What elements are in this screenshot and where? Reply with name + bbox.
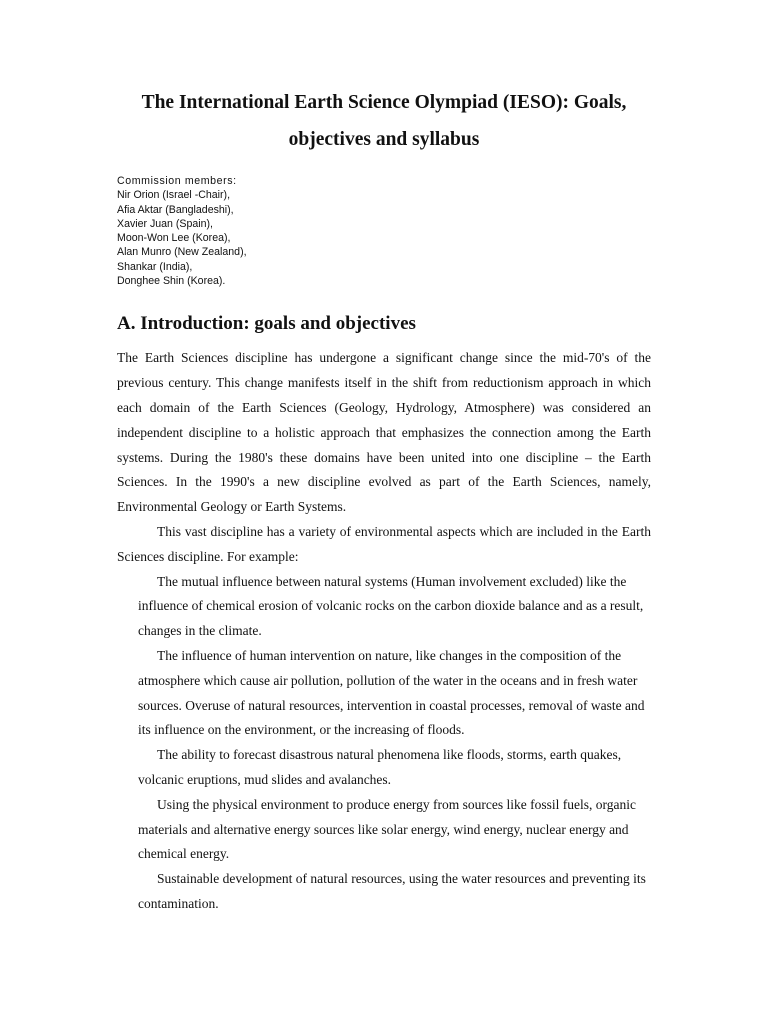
commission-member: Alan Munro (New Zealand),: [117, 246, 247, 259]
example-item: The ability to forecast disastrous natural phenomena like floods, storms, earth quakes, volcanic eruptions, mud slides and avalanches.: [138, 747, 622, 787]
commission-members: [117, 174, 651, 288]
commission-member: Xavier Juan (Spain),: [117, 217, 213, 230]
commission-member: Afia Aktar (Bangladeshi),: [117, 203, 234, 216]
example-item: Sustainable development of natural resources, using the water resources and preventing its contamination.: [138, 871, 646, 911]
example-item: The mutual influence between natural systems (Human involvement excluded) like the influence of chemical erosion of volcanic rocks on the carbon dioxide balance and as a result, changes in the climate.: [138, 573, 644, 639]
section-heading-introduction: A. Introduction: goals and objectives: [117, 313, 416, 335]
example-item: Using the physical environment to produce energy from sources like fossil fuels, organic materials and alternative energy sources like solar energy, wind energy, nuclear energy and chemical energy.: [138, 796, 637, 862]
commission-member: Moon-Won Lee (Korea),: [117, 232, 231, 245]
commission-member: Nir Orion (Israel -Chair),: [117, 189, 231, 202]
intro-paragraph: The Earth Sciences discipline has undergone a significant change since the mid-70's of the previous century. This change manifests itself in the shift from reductionism approach in which each domain of the Earth Sciences (Geology, Hydrology, Atmosphere) was considered an independent discipline to a holistic approach that emphasizes the connection among the Earth systems. During the 1980's these domains have been united into one discipline – the Earth Sciences. In the 1990's a new discipline evolved as part of the Earth Sciences, namely, Environmental Geology or Earth Systems.: [117, 350, 651, 515]
example-item: The influence of human intervention on nature, like changes in the composition of the atmosphere which cause air pollution, pollution of the water in the oceans and in fresh water sources. Overuse of natural resources, intervention in coastal processes, removal of waste and its influence on the environment, or the increasing of floods.: [138, 647, 645, 738]
document-title: The International Earth Science Olympiad (IESO): Goals, objectives and syllabus: [141, 92, 627, 150]
discipline-paragraph: This vast discipline has a variety of environmental aspects which are included in the Earth Sciences discipline. For example:: [117, 523, 651, 564]
commission-member: Shankar (India),: [117, 260, 193, 273]
examples-list: [117, 570, 651, 917]
commission-member: Donghee Shin (Korea).: [117, 275, 226, 288]
commission-label: Commission members:: [117, 175, 237, 187]
